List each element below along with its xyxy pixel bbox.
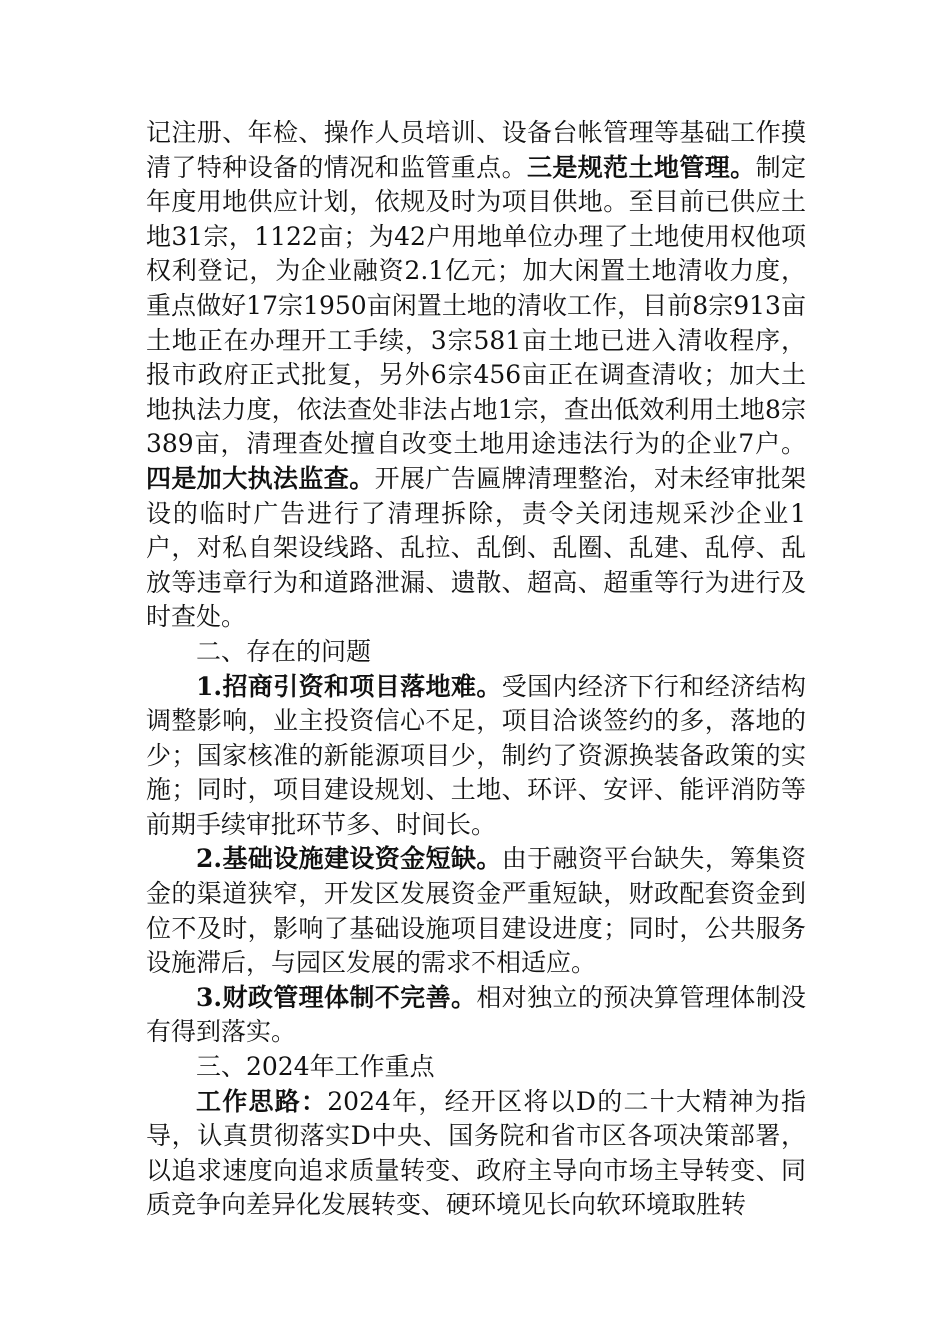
problem-item-2-title: 2.基础设施建设资金短缺。 xyxy=(196,844,502,874)
problem-item-1-text: 受国内经济下行和经济结构调整影响，业主投资信心不足，项目洽谈签约的多，落地的少；国家核准的新能源项目少，制约了资源换装备政策的实施；同时，项目建设规划、土地、环评、安评、能评消防等前期手续审批环节多、时间长。 xyxy=(146,671,806,839)
bold-heading-law-enforcement: 四是加大执法监查。 xyxy=(146,463,375,493)
problem-item-3-title: 3.财政管理体制不完善。 xyxy=(196,982,477,1012)
problem-item-1 xyxy=(146,670,806,843)
section-heading-priorities: 三、2024年工作重点 xyxy=(196,1052,435,1082)
paragraph-text: 记注册、年检、操作人员培训、设备台帐管理等基础工作摸清了特种设备的情况和监管重点。 xyxy=(146,118,806,182)
paragraph-text: 开展广告匾牌清理整治，对未经审批架设的临时广告进行了清理拆除，责令关闭违规采沙企业1户，对私自架设线路、乱拉、乱倒、乱圈、乱建、乱停、乱放等违章行为和道路泄漏、遗散、超高、超重等行为进行及时查处。 xyxy=(146,463,806,632)
work-ideas-title: 工作思路： xyxy=(196,1086,328,1116)
problem-item-3 xyxy=(146,981,806,1050)
problem-item-3-text: 相对独立的预决算管理体制没有得到落实。 xyxy=(146,982,806,1047)
section-heading-problems: 二、存在的问题 xyxy=(196,636,372,666)
problem-item-1-title: 1.招商引资和项目落地难。 xyxy=(196,671,502,701)
problem-item-2 xyxy=(146,842,806,980)
paragraph-land-and-enforcement xyxy=(146,116,806,635)
work-ideas-paragraph xyxy=(146,1085,806,1223)
document-body xyxy=(146,116,806,1223)
paragraph-text: 制定年度用地供应计划，依规及时为项目供地。至目前已供应土地31宗，1122亩；为42户用地单位办理了土地使用权他项权利登记，为企业融资2.1亿元；加大闲置土地清收力度，重点做好17宗1950亩闲置土地的清收工作，目前8宗913亩土地正在办理开工手续，3宗581亩土地已进入清收程序，报市政府正式批复，另外6宗456亩正在调查清收；加大土地执法力度，依法查处非法占地1宗，查出低效利用土地8宗389亩，清理查处擅自改变土地用途违法行为的企业7户。 xyxy=(146,152,806,459)
work-ideas-text: 2024年，经开区将以D的二十大精神为指导，认真贯彻落实D中央、国务院和省市区各项决策部署，以追求速度向追求质量转变、政府主导向市场主导转变、同质竞争向差异化发展转变、硬环境见长向软环境取胜转 xyxy=(146,1086,806,1220)
problem-item-2-text: 由于融资平台缺失，筹集资金的渠道狭窄，开发区发展资金严重短缺，财政配套资金到位不及时，影响了基础设施项目建设进度；同时，公共服务设施滞后，与园区发展的需求不相适应。 xyxy=(146,844,806,978)
bold-heading-land-management: 三是规范土地管理。 xyxy=(526,152,756,182)
